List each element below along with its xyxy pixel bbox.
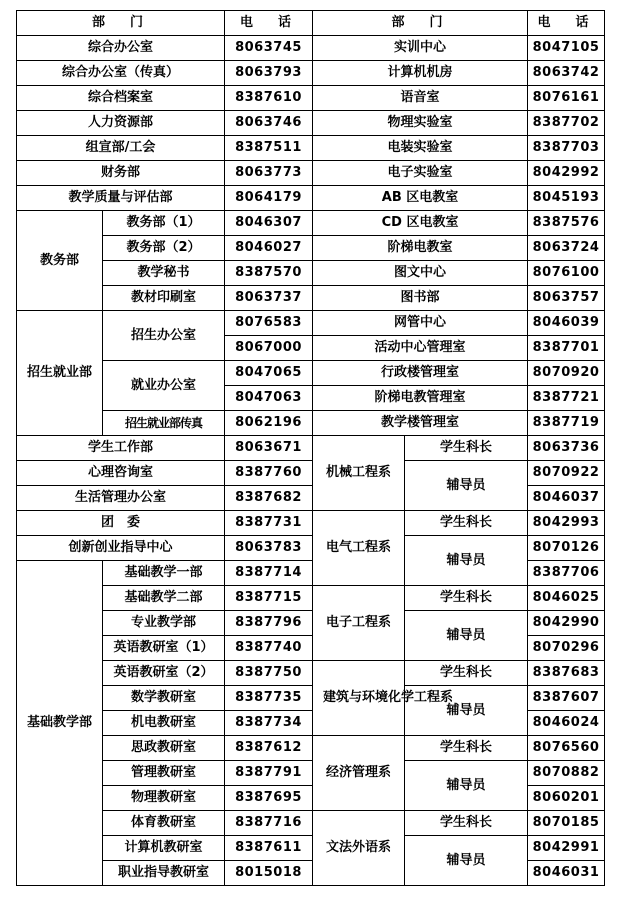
- phone-number: 8387734: [225, 711, 313, 736]
- table-row: [17, 611, 605, 636]
- role-label: 学生科长: [405, 811, 528, 836]
- phone-number: 8387610: [225, 86, 313, 111]
- faculty-name: 文法外语系: [313, 811, 405, 886]
- phone-number: 8042992: [528, 161, 605, 186]
- table-row: [17, 836, 605, 861]
- phone-number: 8070296: [528, 636, 605, 661]
- phone-number: 8076583: [225, 311, 313, 336]
- phone-number: 8046025: [528, 586, 605, 611]
- dept-name: 教学质量与评估部: [17, 186, 225, 211]
- phone-number: 8387612: [225, 736, 313, 761]
- phone-number: 8387683: [528, 661, 605, 686]
- phone-number: 8387735: [225, 686, 313, 711]
- phone-number: 8047063: [225, 386, 313, 411]
- dept-name: 计算机教研室: [103, 836, 225, 861]
- dept-name: 招生就业部传真: [103, 411, 225, 436]
- phone-number: 8387701: [528, 336, 605, 361]
- dept-name: 实训中心: [313, 36, 528, 61]
- table-row: [17, 111, 605, 136]
- phone-number: 8045193: [528, 186, 605, 211]
- phone-number: 8046031: [528, 861, 605, 886]
- dept-name: CD 区电教室: [313, 211, 528, 236]
- dept-name: 团 委: [17, 511, 225, 536]
- dept-name: 教务部（1）: [103, 211, 225, 236]
- dept-name: 教务部（2）: [103, 236, 225, 261]
- dept-name: 管理教研室: [103, 761, 225, 786]
- phone-number: 8063783: [225, 536, 313, 561]
- phone-number: 8387721: [528, 386, 605, 411]
- phone-number: 8047105: [528, 36, 605, 61]
- dept-name: 创新创业指导中心: [17, 536, 225, 561]
- group-label-jichu: 基础教学部: [17, 561, 103, 886]
- dept-name: 电装实验室: [313, 136, 528, 161]
- group-label-zhaosheng: 招生就业部: [17, 311, 103, 436]
- dept-name: 英语教研室（1）: [103, 636, 225, 661]
- dept-name: 图文中心: [313, 261, 528, 286]
- dept-name: 体育教研室: [103, 811, 225, 836]
- phone-number: 8387695: [225, 786, 313, 811]
- table-row: [17, 461, 605, 486]
- phone-number: 8063793: [225, 61, 313, 86]
- dept-name: 物理教研室: [103, 786, 225, 811]
- table-row: [17, 161, 605, 186]
- dept-name: 招生办公室: [103, 311, 225, 361]
- phone-number: 8387682: [225, 486, 313, 511]
- table-row: [17, 536, 605, 561]
- dept-name: 活动中心管理室: [313, 336, 528, 361]
- phone-number: 8063745: [225, 36, 313, 61]
- phone-number: 8387570: [225, 261, 313, 286]
- phone-number: 8063736: [528, 436, 605, 461]
- phone-number: 8046027: [225, 236, 313, 261]
- table-row: [17, 586, 605, 611]
- table-row: [17, 136, 605, 161]
- table-row: [17, 61, 605, 86]
- dept-name: 人力资源部: [17, 111, 225, 136]
- dept-name: 行政楼管理室: [313, 361, 528, 386]
- header-phone-right: 电 话: [528, 11, 605, 36]
- header-dept-right: 部 门: [313, 11, 528, 36]
- role-label: 学生科长: [405, 436, 528, 461]
- role-label: 辅导员: [405, 761, 528, 811]
- phone-number: 8067000: [225, 336, 313, 361]
- phone-number: 8387706: [528, 561, 605, 586]
- dept-name: 教学楼管理室: [313, 411, 528, 436]
- phone-number: 8070185: [528, 811, 605, 836]
- phone-number: 8076100: [528, 261, 605, 286]
- table-row: [17, 761, 605, 786]
- dept-name: 心理咨询室: [17, 461, 225, 486]
- dept-name: 数学教研室: [103, 686, 225, 711]
- phone-number: 8042993: [528, 511, 605, 536]
- dept-name: 综合办公室（传真）: [17, 61, 225, 86]
- phone-number: 8070882: [528, 761, 605, 786]
- table-row: [17, 436, 605, 461]
- phone-number: 8387607: [528, 686, 605, 711]
- phone-number: 8063742: [528, 61, 605, 86]
- header-phone-left: 电 话: [225, 11, 313, 36]
- dept-name: AB 区电教室: [313, 186, 528, 211]
- dept-name: 财务部: [17, 161, 225, 186]
- phone-number: 8070126: [528, 536, 605, 561]
- faculty-name: 经济管理系: [313, 736, 405, 811]
- dept-name: 学生工作部: [17, 436, 225, 461]
- role-label: 辅导员: [405, 611, 528, 661]
- phone-number: 8047065: [225, 361, 313, 386]
- phone-number: 8046039: [528, 311, 605, 336]
- dept-name: 物理实验室: [313, 111, 528, 136]
- dept-name: 阶梯电教室: [313, 236, 528, 261]
- table-row: [17, 236, 605, 261]
- group-label-jiaowu: 教务部: [17, 211, 103, 311]
- faculty-name: 电气工程系: [313, 511, 405, 586]
- phone-number: 8076161: [528, 86, 605, 111]
- phone-number: 8387791: [225, 761, 313, 786]
- faculty-name: 建筑与环境化学工程系: [313, 661, 405, 736]
- phone-number: 8387611: [225, 836, 313, 861]
- table-row: [17, 736, 605, 761]
- table-row: [17, 286, 605, 311]
- phone-number: 8063757: [528, 286, 605, 311]
- phone-number: 8387715: [225, 586, 313, 611]
- dept-name: 机电教研室: [103, 711, 225, 736]
- dept-name: 基础教学二部: [103, 586, 225, 611]
- table-row: [17, 411, 605, 436]
- table-row: [17, 686, 605, 711]
- dept-name: 思政教研室: [103, 736, 225, 761]
- dept-name: 教学秘书: [103, 261, 225, 286]
- phone-number: 8015018: [225, 861, 313, 886]
- table-row: [17, 811, 605, 836]
- table-row: [17, 186, 605, 211]
- phone-number: 8064179: [225, 186, 313, 211]
- dept-name: 基础教学一部: [103, 561, 225, 586]
- phone-number: 8387760: [225, 461, 313, 486]
- phone-number: 8063746: [225, 111, 313, 136]
- role-label: 学生科长: [405, 736, 528, 761]
- faculty-name: 机械工程系: [313, 436, 405, 511]
- table-row: [17, 36, 605, 61]
- phone-number: 8387714: [225, 561, 313, 586]
- header-row: [17, 11, 605, 36]
- phone-number: 8046307: [225, 211, 313, 236]
- dept-name: 组宣部/工会: [17, 136, 225, 161]
- phone-number: 8063671: [225, 436, 313, 461]
- role-label: 辅导员: [405, 536, 528, 586]
- dept-name: 网管中心: [313, 311, 528, 336]
- dept-name: 计算机机房: [313, 61, 528, 86]
- header-dept-left: 部 门: [17, 11, 225, 36]
- phone-number: 8063737: [225, 286, 313, 311]
- phone-number: 8060201: [528, 786, 605, 811]
- phone-number: 8062196: [225, 411, 313, 436]
- phone-number: 8387703: [528, 136, 605, 161]
- role-label: 学生科长: [405, 586, 528, 611]
- phone-number: 8387702: [528, 111, 605, 136]
- dept-name: 专业教学部: [103, 611, 225, 636]
- dept-name: 综合办公室: [17, 36, 225, 61]
- phone-number: 8042991: [528, 836, 605, 861]
- table-row: [17, 261, 605, 286]
- dept-name: 阶梯电教管理室: [313, 386, 528, 411]
- phone-number: 8387796: [225, 611, 313, 636]
- phone-number: 8387576: [528, 211, 605, 236]
- dept-name: 电子实验室: [313, 161, 528, 186]
- role-label: 辅导员: [405, 461, 528, 511]
- phone-number: 8076560: [528, 736, 605, 761]
- table-row: [17, 511, 605, 536]
- dept-name: 生活管理办公室: [17, 486, 225, 511]
- dept-name: 职业指导教研室: [103, 861, 225, 886]
- dept-name: 语音室: [313, 86, 528, 111]
- table-row: [17, 211, 605, 236]
- role-label: 学生科长: [405, 661, 528, 686]
- phone-number: 8387719: [528, 411, 605, 436]
- phone-number: 8063773: [225, 161, 313, 186]
- phone-number: 8387750: [225, 661, 313, 686]
- table-row: [17, 661, 605, 686]
- role-label: 辅导员: [405, 686, 528, 736]
- table-row: [17, 311, 605, 336]
- table-row: [17, 361, 605, 386]
- dept-name: 综合档案室: [17, 86, 225, 111]
- phone-number: 8387511: [225, 136, 313, 161]
- phone-number: 8063724: [528, 236, 605, 261]
- phone-number: 8070922: [528, 461, 605, 486]
- dept-name: 英语教研室（2）: [103, 661, 225, 686]
- phone-number: 8387716: [225, 811, 313, 836]
- role-label: 学生科长: [405, 511, 528, 536]
- faculty-name: 电子工程系: [313, 586, 405, 661]
- phone-number: 8387740: [225, 636, 313, 661]
- phone-number: 8387731: [225, 511, 313, 536]
- dept-name: 图书部: [313, 286, 528, 311]
- dept-name: 就业办公室: [103, 361, 225, 411]
- phone-directory-table: [16, 10, 605, 886]
- role-label: 辅导员: [405, 836, 528, 886]
- dept-name: 教材印刷室: [103, 286, 225, 311]
- phone-number: 8046037: [528, 486, 605, 511]
- phone-number: 8070920: [528, 361, 605, 386]
- phone-number: 8046024: [528, 711, 605, 736]
- table-row: [17, 86, 605, 111]
- phone-number: 8042990: [528, 611, 605, 636]
